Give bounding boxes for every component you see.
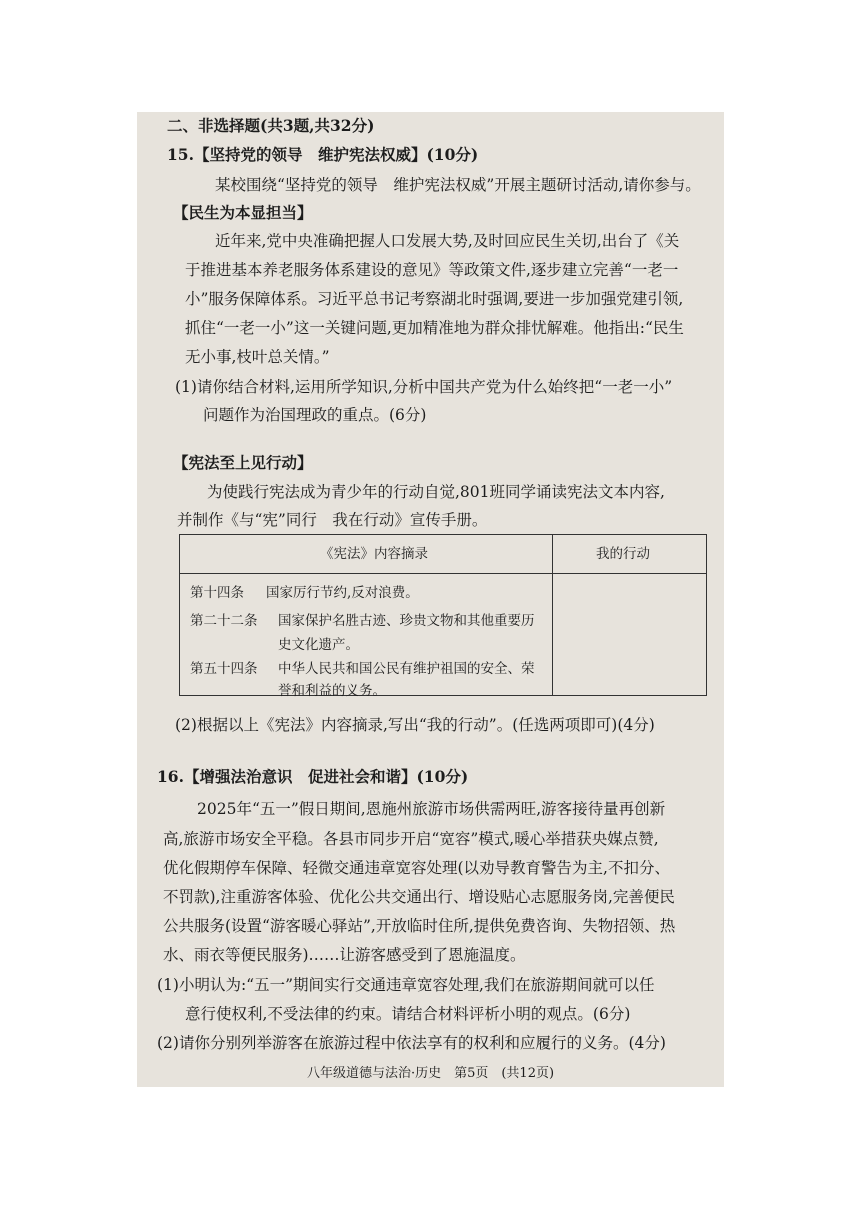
question-16-title: 16.【增强法治意识 促进社会和谐】(10分) xyxy=(157,767,469,786)
question-16-2: (2)请你分别列举游客在旅游过程中依法享有的权利和应履行的义务。(4分) xyxy=(157,1034,666,1052)
question-15-1: (1)请你结合材料,运用所学知识,分析中国共产党为什么始终把“一老一小” xyxy=(175,378,673,396)
table-header-my-action: 我的行动 xyxy=(596,546,650,562)
paragraph-line: 为使践行宪法成为青少年的行动自觉,801班同学诵读宪法文本内容, xyxy=(207,483,665,501)
question-15-1-cont: 问题作为治国理政的重点。(6分) xyxy=(203,406,427,424)
page-footer: 八年级道德与法治·历史 第5页 (共12页) xyxy=(306,1066,555,1081)
paragraph-line: 无小事,枝叶总关情。” xyxy=(185,348,330,366)
paragraph-line: 抓住“一老一小”这一关键问题,更加精准地为群众排忧解难。他指出:“民生 xyxy=(185,319,684,337)
paragraph-line: 2025年“五一”假日期间,恩施州旅游市场供需两旺,游客接待量再创新 xyxy=(197,800,666,818)
table-row-article: 第二十二条 xyxy=(190,613,258,629)
paragraph-line: 小”服务保障体系。习近平总书记考察湖北时强调,要进一步加强党建引领, xyxy=(185,290,684,308)
section-heading-constitution: 【宪法至上见行动】 xyxy=(173,453,313,472)
table-row-text: 中华人民共和国公民有维护祖国的安全、荣 xyxy=(278,661,535,677)
paragraph-line: 水、雨衣等便民服务)……让游客感受到了恩施温度。 xyxy=(163,946,526,964)
constitution-table xyxy=(179,534,707,699)
question-16-1-cont: 意行使权利,不受法律的约束。请结合材料评析小明的观点。(6分) xyxy=(185,1005,631,1023)
question-15-title: 15.【坚持党的领导 维护宪法权威】(10分) xyxy=(167,145,479,164)
paragraph-line: 公共服务(设置“游客暖心驿站”,开放临时住所,提供免费咨询、失物招领、热 xyxy=(163,917,676,935)
table-row-article: 第五十四条 xyxy=(190,661,258,677)
table-header-excerpt: 《宪法》内容摘录 xyxy=(320,546,428,562)
paragraph-line: 并制作《与“宪”同行 我在行动》宣传手册。 xyxy=(177,511,488,529)
section-header: 二、非选择题(共3题,共32分) xyxy=(167,116,375,135)
section-heading-livelihood: 【民生为本显担当】 xyxy=(173,203,313,222)
table-row-text: 誉和利益的义务。 xyxy=(278,683,386,699)
table-row-text: 国家厉行节约,反对浪费。 xyxy=(266,585,419,601)
table-row-text: 国家保护名胜古迹、珍贵文物和其他重要历 xyxy=(278,613,535,629)
table-row-text: 史文化遗产。 xyxy=(278,637,359,653)
paragraph-line: 近年来,党中央准确把握人口发展大势,及时回应民生关切,出台了《关 xyxy=(215,232,680,250)
question-15-2: (2)根据以上《宪法》内容摘录,写出“我的行动”。(任选两项即可)(4分) xyxy=(175,716,655,734)
paragraph-line: 高,旅游市场安全平稳。各县市同步开启“宽容”模式,暖心举措获央媒点赞, xyxy=(163,830,659,848)
paragraph-line: 于推进基本养老服务体系建设的意见》等政策文件,逐步建立完善“一老一 xyxy=(185,261,679,279)
paragraph-line: 不罚款),注重游客体验、优化公共交通出行、增设贴心志愿服务岗,完善便民 xyxy=(163,888,675,906)
exam-page xyxy=(137,112,724,1087)
question-16-1: (1)小明认为:“五一”期间实行交通违章宽容处理,我们在旅游期间就可以任 xyxy=(157,976,655,994)
paragraph-line: 优化假期停车保障、轻微交通违章宽容处理(以劝导教育警告为主,不扣分、 xyxy=(163,859,670,877)
question-15-intro: 某校围绕“坚持党的领导 维护宪法权威”开展主题研讨活动,请你参与。 xyxy=(215,176,701,194)
table-row-article: 第十四条 xyxy=(190,585,244,601)
